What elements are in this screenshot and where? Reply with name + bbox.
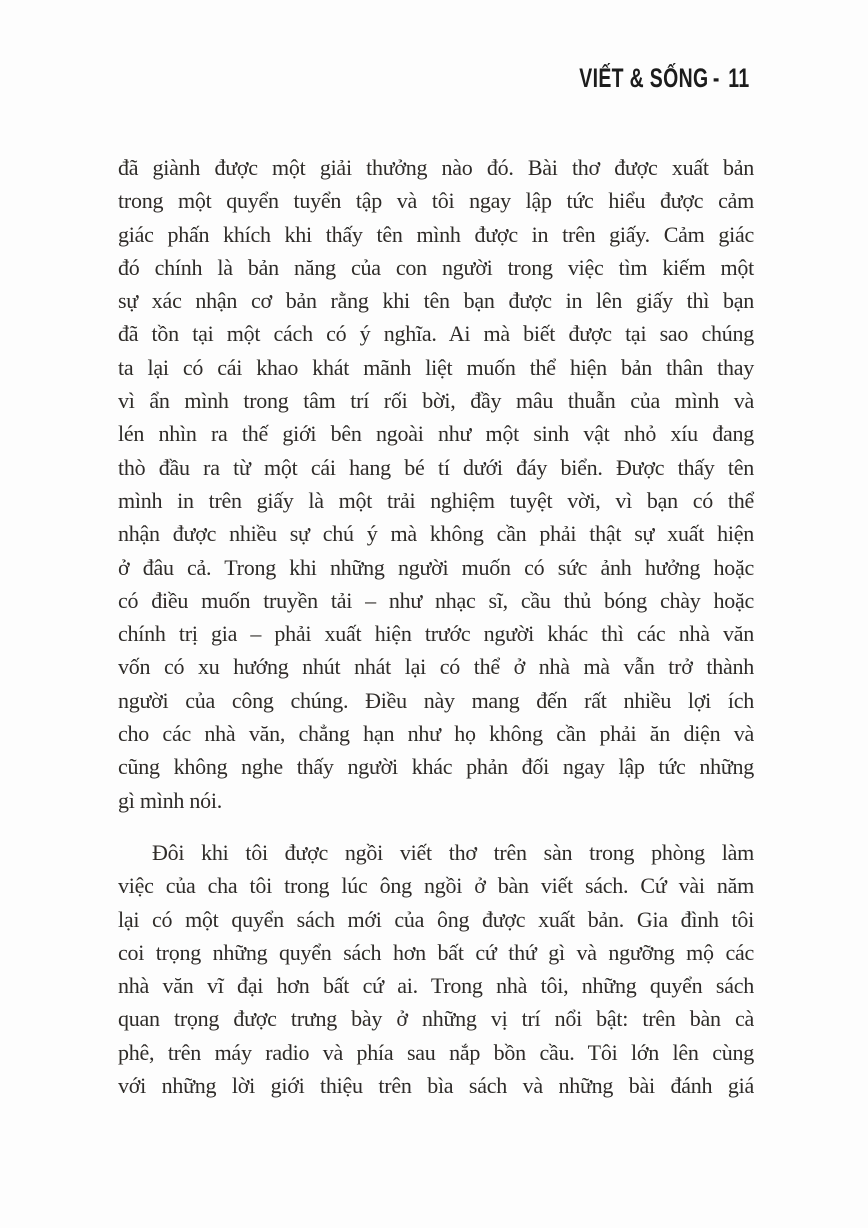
- text-line: đã giành được một giải thưởng nào đó. Bài thơ được xuất bản: [118, 155, 754, 180]
- text-line: đã tồn tại một cách có ý nghĩa. Ai mà biết được tại sao chúng: [118, 321, 754, 347]
- text-line: gì mình nói.: [118, 787, 222, 813]
- text-line: nhà văn vĩ đại hơn bất cứ ai. Trong nhà tôi, những quyển sách: [118, 973, 754, 999]
- text-line: nhận được nhiều sự chú ý mà không cần phải thật sự xuất hiện: [118, 521, 754, 547]
- text-line: phê, trên máy radio và phía sau nắp bồn cầu. Tôi lớn lên cùng: [118, 1039, 754, 1065]
- text-line: ở đâu cả. Trong khi những người muốn có sức ảnh hưởng hoặc: [118, 554, 754, 580]
- page-header: [580, 63, 750, 94]
- text-line: thò đầu ra từ một cái hang bé tí dưới đáy biển. Được thấy tên: [118, 454, 754, 480]
- text-line: việc của cha tôi trong lúc ông ngồi ở bàn viết sách. Cứ vài năm: [118, 873, 754, 899]
- paragraph: [118, 151, 754, 817]
- text-line: quan trọng được trưng bày ở những vị trí nổi bật: trên bàn cà: [118, 1006, 754, 1032]
- text-line: vốn có xu hướng nhút nhát lại có thể ở nhà mà vẫn trở thành: [118, 654, 754, 680]
- text-line: chính trị gia – phải xuất hiện trước người khác thì các nhà văn: [118, 621, 754, 647]
- running-title: VIẾT & SỐNG: [579, 63, 709, 93]
- text-line: mình in trên giấy là một trải nghiệm tuyệt vời, vì bạn có thể: [118, 487, 754, 513]
- text-line: giác phấn khích khi thấy tên mình được in trên giấy. Cảm giác: [118, 221, 754, 247]
- text-line: cho các nhà văn, chẳng hạn như họ không cần phải ăn diện và: [118, 721, 754, 747]
- header-separator: -: [713, 63, 721, 93]
- content: [118, 151, 754, 1102]
- text-line: lén nhìn ra thế giới bên ngoài như một sinh vật nhỏ xíu đang: [118, 421, 754, 447]
- text-line: đó chính là bản năng của con người trong việc tìm kiếm một: [118, 254, 754, 280]
- paragraph: [118, 836, 754, 1102]
- text-line: Đôi khi tôi được ngồi viết thơ trên sàn trong phòng làm: [152, 839, 754, 865]
- text-line: ta lại có cái khao khát mãnh liệt muốn thể hiện bản thân thay: [118, 354, 754, 380]
- page-number: 11: [728, 63, 750, 93]
- text-line: vì ẩn mình trong tâm trí rối bời, đầy mâu thuẫn của mình và: [118, 388, 754, 414]
- text-line: người của công chúng. Điều này mang đến rất nhiều lợi ích: [118, 687, 754, 713]
- text-line: sự xác nhận cơ bản rằng khi tên bạn được in lên giấy thì bạn: [118, 288, 754, 314]
- text-line: lại có một quyển sách mới của ông được xuất bản. Gia đình tôi: [118, 906, 754, 932]
- text-line: với những lời giới thiệu trên bìa sách và những bài đánh giá: [118, 1073, 754, 1099]
- text-line: coi trọng những quyển sách hơn bất cứ thứ gì và ngưỡng mộ các: [118, 939, 754, 965]
- text-line: cũng không nghe thấy người khác phản đối ngay lập tức những: [118, 754, 754, 780]
- text-line: có điều muốn truyền tải – như nhạc sĩ, cầu thủ bóng chày hoặc: [118, 587, 754, 613]
- text-line: trong một quyển tuyển tập và tôi ngay lập tức hiểu được cảm: [118, 188, 754, 214]
